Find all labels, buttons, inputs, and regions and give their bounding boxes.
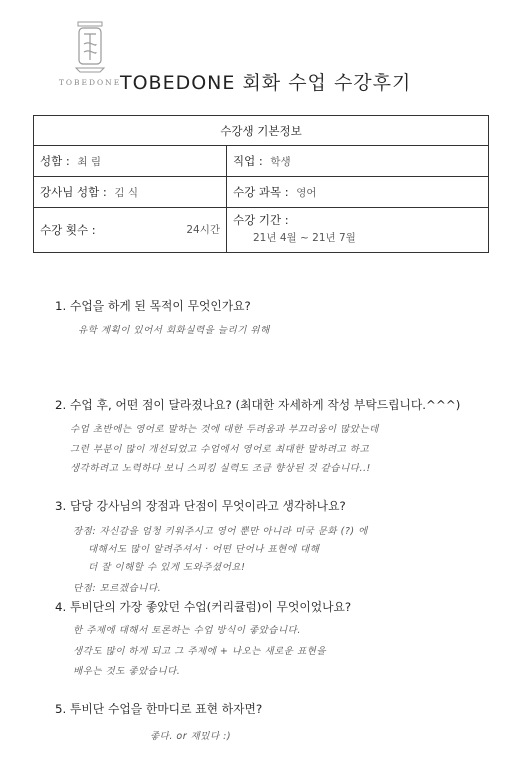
subject-label: 수강 과목 : [233, 185, 289, 199]
subject-cell [227, 177, 489, 208]
answer-3-line-4: 단점: 모르겠습니다. [73, 583, 162, 594]
question-3: 3. 담당 강사님의 장점과 단점이 무엇이라고 생각하나요? [55, 499, 346, 513]
monogram-emblem-icon [70, 20, 110, 76]
answer-3-line-3: 더 잘 이해할 수 있게 도와주셨어요! [88, 562, 246, 573]
period-label: 수강 기간 : [233, 213, 289, 227]
question-4: 4. 투비단의 가장 좋았던 수업(커리큘럼)이 무엇이었나요? [55, 600, 352, 614]
answer-4-line-3: 배우는 것도 좋았습니다. [73, 666, 181, 677]
answer-5-line-1: 좋다. or 재밌다 :) [150, 731, 232, 742]
answer-2-line-3: 생각하려고 노력하다 보니 스피킹 실력도 조금 향상된 것 같습니다..! [70, 463, 371, 474]
question-1: 1. 수업을 하게 된 목적이 무엇인가요? [55, 299, 251, 313]
question-5: 5. 투비단 수업을 한마디로 표현 하자면? [55, 702, 263, 716]
period-value: 21년 4월 ~ 21년 7월 [253, 232, 356, 244]
brand-name: TOBEDONE [58, 78, 122, 87]
job-cell [227, 146, 489, 177]
answer-1-line-1: 유학 계획이 있어서 회화실력을 늘리기 위해 [78, 325, 270, 336]
count-cell [34, 208, 227, 253]
answer-2-line-1: 수업 초반에는 영어로 말하는 것에 대한 두려움과 부끄러움이 많았는데 [70, 424, 379, 435]
count-value: 24시간 [186, 224, 220, 236]
info-table-header: 수강생 기본정보 [34, 116, 489, 146]
answer-4-line-2: 생각도 많이 하게 되고 그 주제에 + 나오는 새로운 표현을 [73, 646, 327, 657]
job-label: 직업 : [233, 154, 263, 168]
count-label: 수강 횟수 : [40, 223, 96, 237]
teacher-value: 김 식 [114, 187, 139, 199]
question-2: 2. 수업 후, 어떤 점이 달라졌나요? (최대한 자세하게 작성 부탁드립니다.^^^) [55, 398, 461, 412]
answer-3-line-1: 장점: 자신감을 엄청 키워주시고 영어 뿐만 아니라 미국 문화 (?) 에 [73, 526, 368, 537]
period-cell [227, 208, 489, 253]
page-title: TOBEDONE 회화 수업 수강후기 [120, 72, 412, 94]
name-cell [34, 146, 227, 177]
teacher-label: 강사님 성함 : [40, 185, 107, 199]
name-label: 성함 : [40, 154, 70, 168]
job-value: 학생 [270, 156, 291, 168]
subject-value: 영어 [296, 187, 317, 199]
answer-4-line-1: 한 주제에 대해서 토론하는 수업 방식이 좋았습니다. [73, 625, 301, 636]
student-info-table [33, 115, 489, 253]
answer-3-line-2: 대해서도 많이 알려주셔서 · 어떤 단어나 표현에 대해 [88, 544, 320, 555]
teacher-cell [34, 177, 227, 208]
name-value: 최 림 [77, 156, 102, 168]
answer-2-line-2: 그런 부분이 많이 개선되었고 수업에서 영어로 최대한 말하려고 하고 [70, 444, 370, 455]
